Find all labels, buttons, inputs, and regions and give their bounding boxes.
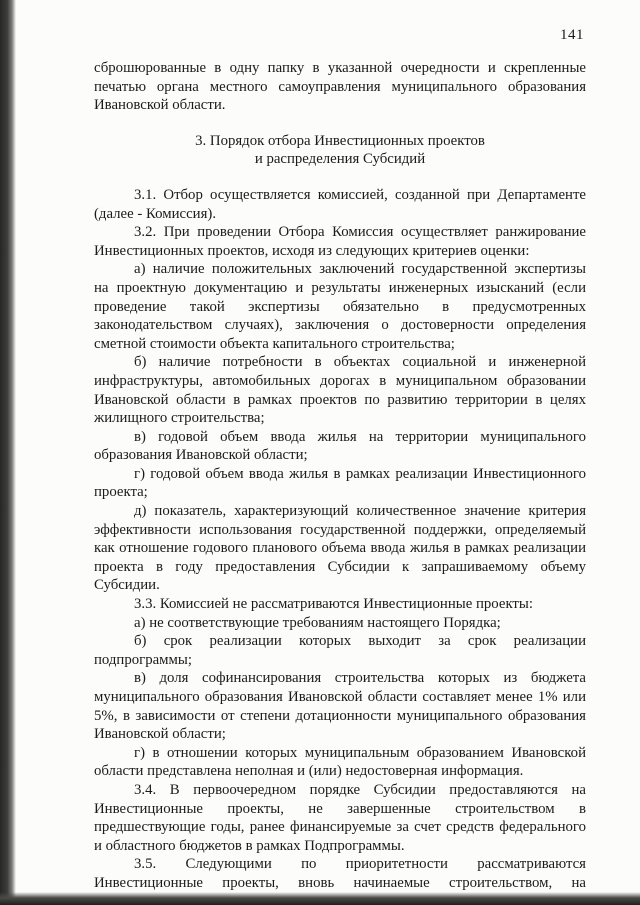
list-item-3-3-v: в) доля софинансирования строительства которых из бюджета муниципального образования Ивановской области составляет менее 1% или 5%, в зависимости от степени дотационности муниципального образования Ивановской области; [94,670,586,743]
list-item-3-2-a: а) наличие положительных заключений государственной экспертизы на проектную документацию и результаты инженерных изысканий (если проведение такой экспертизы обязательно в предусмотренных законодательством случаях), заключения о достоверности определения сметной стоимости объекта капитального строительства; [94,261,586,352]
list-item-3-2-v: в) годовой объем ввода жилья на территории муниципального образования Ивановской области; [94,428,586,464]
page-number: 141 [560,27,584,43]
section-heading-line1: 3. Порядок отбора Инвестиционных проектов [195,132,485,149]
paragraph-3-5: 3.5. Следующими по приоритетности рассматриваются Инвестиционные проекты, вновь начинаемые строительством, на [94,856,586,891]
document-body [94,59,586,893]
list-item-3-3-a: а) не соответствующие требованиям настоящего Порядка; [134,614,501,631]
paragraph-3-2: 3.2. При проведении Отбора Комиссия осуществляет ранжирование Инвестиционных проектов, исходя из следующих критериев оценки: [94,224,586,259]
list-item-3-2-g: г) годовой объем ввода жилья в рамках реализации Инвестиционного проекта; [94,465,586,501]
paragraph-3-1: 3.1. Отбор осуществляется комиссией, созданной при Департаменте (далее - Комиссия). [94,186,586,222]
paragraph-3-4: 3.4. В первоочередном порядке Субсидии предоставляются на Инвестиционные проекты, не завершенные строительством в предшествующие годы, ранее финансируемые за счет средств федерального и областного бюджетов в рамках Подпрограммы. [94,781,586,854]
list-item-3-2-b: б) наличие потребности в объектах социальной и инженерной инфраструктуры, автомобильных дорогах в муниципальном образовании Ивановской области в рамках проектов по развитию территории в целях жилищного строительства; [94,354,586,427]
section-heading-line2: и распределения Субсидий [254,151,426,168]
list-item-3-2-d: д) показатель, характеризующий количественное значение критерия эффективности использования государственной поддержки, определяемый как отношение годового планового объема ввода жилья в рамках реализации проекта в году предоставления Субсидии к запрашиваемому объему Субсидии. [94,503,586,594]
paragraph-continuation: сброшюрованные в одну папку в указанной очередности и скрепленные печатью органа местного самоуправления муниципального образования Ивановской области. [94,60,586,114]
scan-shadow-left-edge [0,0,16,905]
section-heading [94,132,586,169]
paragraph-3-3: 3.3. Комиссией не рассматриваются Инвестиционные проекты: [134,596,533,613]
list-item-3-3-b: б) срок реализации которых выходит за срок реализации подпрограммы; [94,633,586,668]
scan-shadow-bottom-edge [0,892,640,905]
list-item-3-3-g: г) в отношении которых муниципальным образованием Ивановской области представлена неполная и (или) недостоверная информация. [94,744,586,780]
